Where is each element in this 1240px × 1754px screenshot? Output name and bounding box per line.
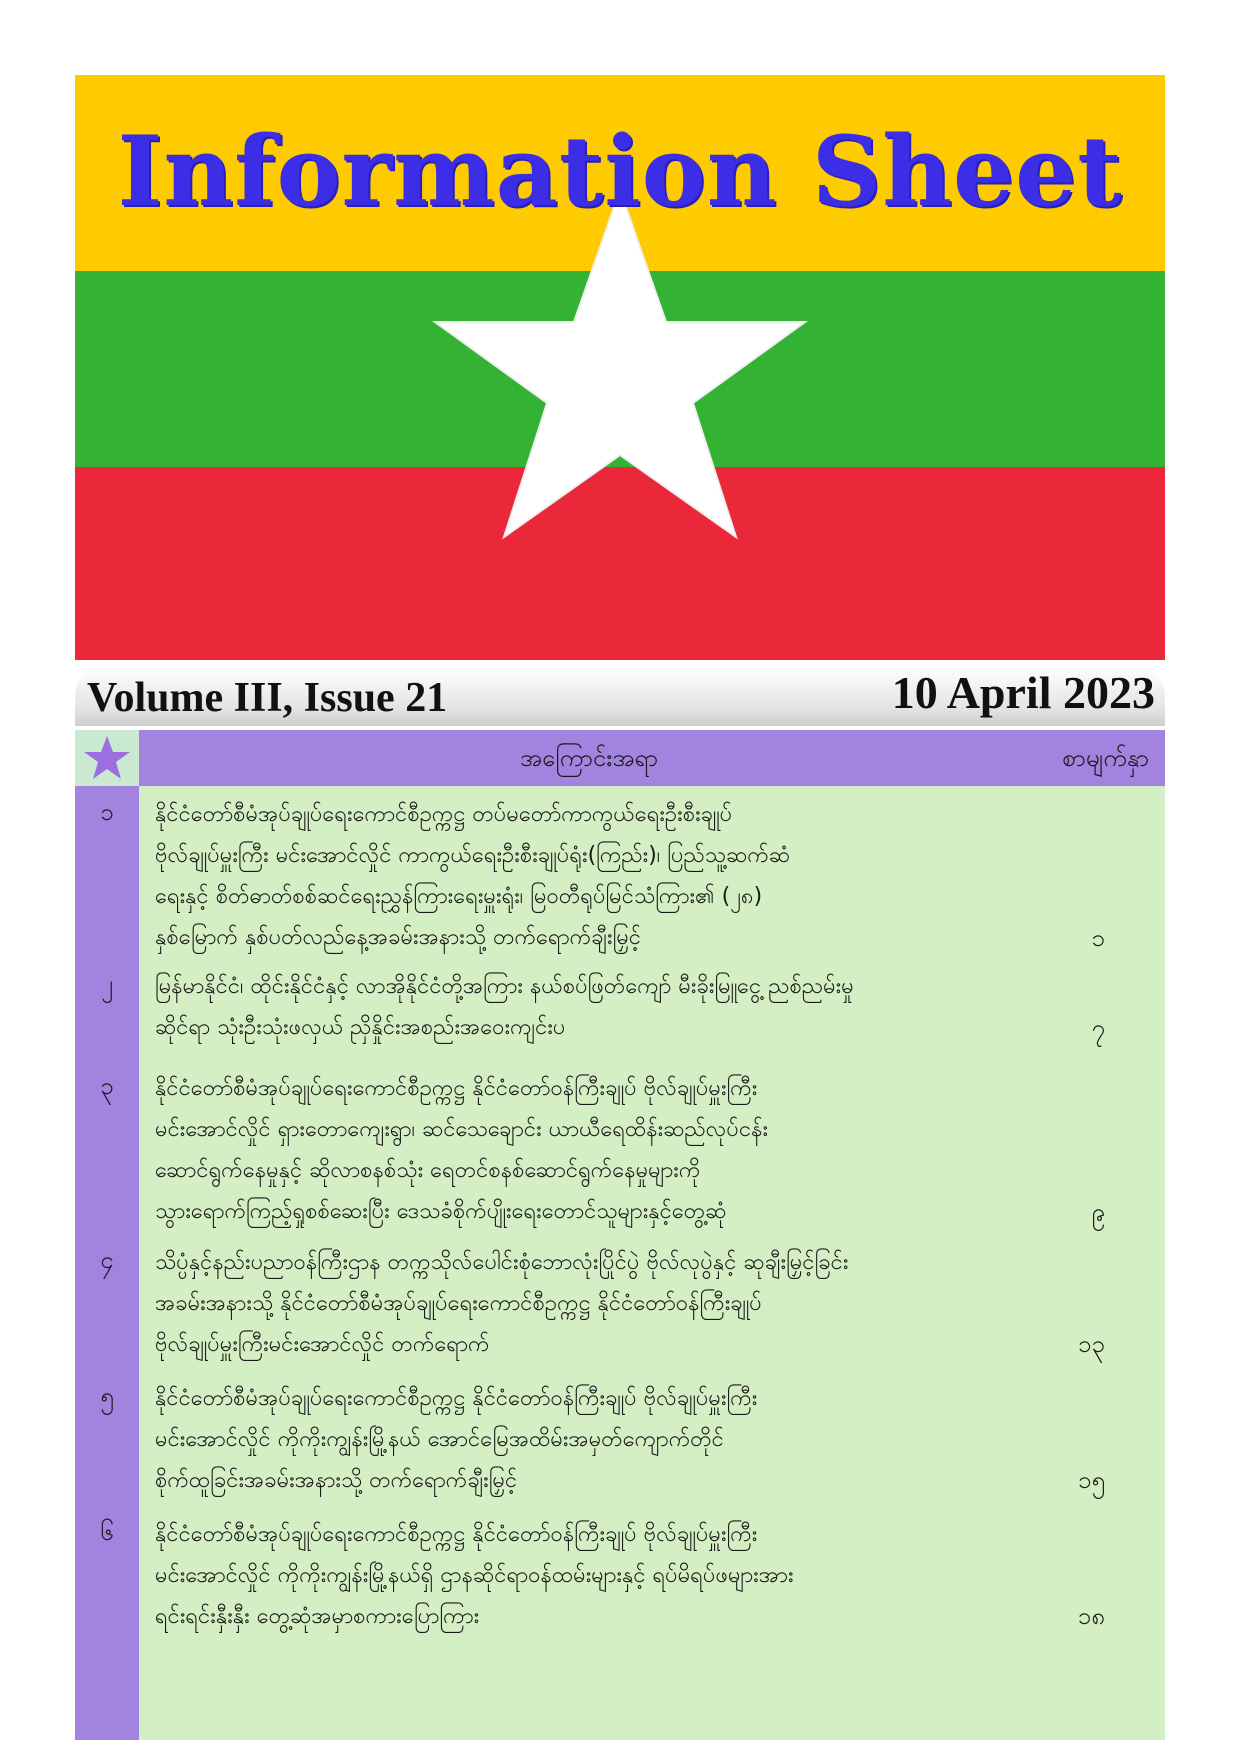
entry-line: ရင်းရင်းနှီးနှီး တွေ့ဆုံအမှာစကားပြောကြား: [155, 1604, 480, 1629]
entry-line: နိုင်ငံတော်စီမံအုပ်ချုပ်ရေးကောင်စီဥက္ကဋ္ဌ တပ်မတော်ကာကွယ်ရေးဦးစီးချုပ်: [155, 802, 733, 827]
entry-page-number: ၁၈: [1077, 1602, 1105, 1630]
entry-number: ၁: [100, 798, 114, 826]
table-of-contents: [75, 730, 1165, 1740]
entry-page-number: ၇: [1091, 1014, 1105, 1042]
entry-title: [155, 1514, 1035, 1637]
entry-line: နိုင်ငံတော်စီမံအုပ်ချုပ်ရေးကောင်စီဥက္ကဋ္ဌ နိုင်ငံတော်ဝန်ကြီးချုပ် ဗိုလ်ချုပ်မှူးကြီး: [155, 1076, 758, 1101]
entry-line: မြန်မာနိုင်ငံ၊ ထိုင်းနိုင်ငံနှင့် လာအိုနိုင်ငံတို့အကြား နယ်စပ်ဖြတ်ကျော် မီးခိုးမြူငွေ့ ညစ်ညမ်းမှု: [155, 974, 854, 999]
entry-title: [155, 1378, 1035, 1501]
entry-line: ဗိုလ်ချုပ်မှူးကြီး မင်းအောင်လှိုင် ကာကွယ်ရေးဦးစီးချုပ်ရုံး(ကြည်း)၊ ပြည်သူ့ဆက်ဆံ: [155, 843, 791, 868]
document-title: Information Sheet: [117, 115, 1123, 228]
toc-star-cell: [75, 730, 139, 786]
entry-line: မင်းအောင်လှိုင် ကိုကိုးကျွန်းမြို့နယ်ရှိ ဌာနဆိုင်ရာဝန်ထမ်းများနှင့် ရပ်မိရပ်ဖများအား: [155, 1563, 794, 1588]
entry-page-number: ၉: [1091, 1198, 1105, 1226]
entry-line: မင်းအောင်လှိုင် ရှားတောကျေးရွာ၊ ဆင်သေချောင်း ယာယီရေထိန်းဆည်လုပ်ငန်း: [155, 1117, 769, 1142]
entry-line: စိုက်ထူခြင်းအခမ်းအနားသို့ တက်ရောက်ချီးမြှင့်: [155, 1468, 518, 1493]
purple-star-icon: [75, 730, 139, 786]
toc-heading-cell: [139, 730, 1165, 786]
entry-page-number: ၁၅: [1078, 1466, 1105, 1494]
entry-line: ဆိုင်ရာ သုံးဦးသုံးဖလှယ် ညှိနှိုင်းအစည်းအဝေးကျင်းပ: [155, 1015, 566, 1040]
entry-title: [155, 1242, 1035, 1365]
entry-title: [155, 1068, 1035, 1232]
entry-line: နိုင်ငံတော်စီမံအုပ်ချုပ်ရေးကောင်စီဥက္ကဋ္ဌ နိုင်ငံတော်ဝန်ကြီးချုပ် ဗိုလ်ချုပ်မှူးကြီး: [155, 1522, 758, 1547]
entry-line: ရေးနှင့် စိတ်ဓာတ်စစ်ဆင်ရေးညွှန်ကြားရေးမှူးရုံး၊ မြဝတီရုပ်မြင်သံကြား၏ (၂၈): [155, 884, 763, 909]
entry-line: နိုင်ငံတော်စီမံအုပ်ချုပ်ရေးကောင်စီဥက္ကဋ္ဌ နိုင်ငံတော်ဝန်ကြီးချုပ် ဗိုလ်ချုပ်မှူးကြီး: [155, 1386, 758, 1411]
volume-issue: Volume III, Issue 21: [87, 675, 448, 721]
entry-number: ၆: [100, 1518, 114, 1546]
entry-line: နှစ်မြောက် နှစ်ပတ်လည်နေ့အခမ်းအနားသို့ တက်ရောက်ချီးမြှင့်: [155, 925, 642, 950]
entry-number: ၄: [100, 1246, 114, 1274]
entry-page-number: ၁၃: [1078, 1330, 1105, 1358]
toc-header: [75, 730, 1165, 786]
issue-date: 10 April 2023: [891, 667, 1155, 718]
entry-line: သွားရောက်ကြည့်ရှုစစ်ဆေးပြီး ဒေသခံစိုက်ပျိုးရေးတောင်သူများနှင့်တွေ့ဆုံ: [155, 1199, 727, 1224]
flag-banner: [75, 75, 1165, 660]
issue-bar: [75, 666, 1165, 726]
entry-number: ၅: [100, 1382, 114, 1410]
entry-line: ဗိုလ်ချုပ်မှူးကြီးမင်းအောင်လှိုင် တက်ရောက်: [155, 1332, 490, 1357]
entry-number: ၂: [101, 970, 113, 998]
toc-heading: အကြောင်းအရာ: [520, 744, 658, 772]
entry-line: ဆောင်ရွက်နေမှုနှင့် ဆိုလာစနစ်သုံး ရေတင်စနစ်ဆောင်ရွက်နေမှုများကို: [155, 1158, 701, 1183]
toc-page-heading: စာမျက်နှာ: [1062, 744, 1149, 772]
entry-number: ၃: [100, 1072, 114, 1100]
entry-line: မင်းအောင်လှိုင် ကိုကိုးကျွန်းမြို့နယ် အောင်မြေအထိမ်းအမှတ်ကျောက်တိုင်: [155, 1427, 724, 1452]
entry-line: အခမ်းအနားသို့ နိုင်ငံတော်စီမံအုပ်ချုပ်ရေးကောင်စီဥက္ကဋ္ဌ နိုင်ငံတော်ဝန်ကြီးချုပ်: [155, 1291, 762, 1316]
entry-title: [155, 966, 1035, 1048]
entry-page-number: ၁: [1091, 924, 1105, 952]
entry-title: [155, 794, 1035, 958]
entry-line: သိပ္ပံနှင့်နည်းပညာဝန်ကြီးဌာန တက္ကသိုလ်ပေါင်းစုံဘောလုံးပြိုင်ပွဲ ဗိုလ်လုပွဲနှင့် ဆုချီးမြှင့်ခြင်း: [155, 1250, 849, 1275]
